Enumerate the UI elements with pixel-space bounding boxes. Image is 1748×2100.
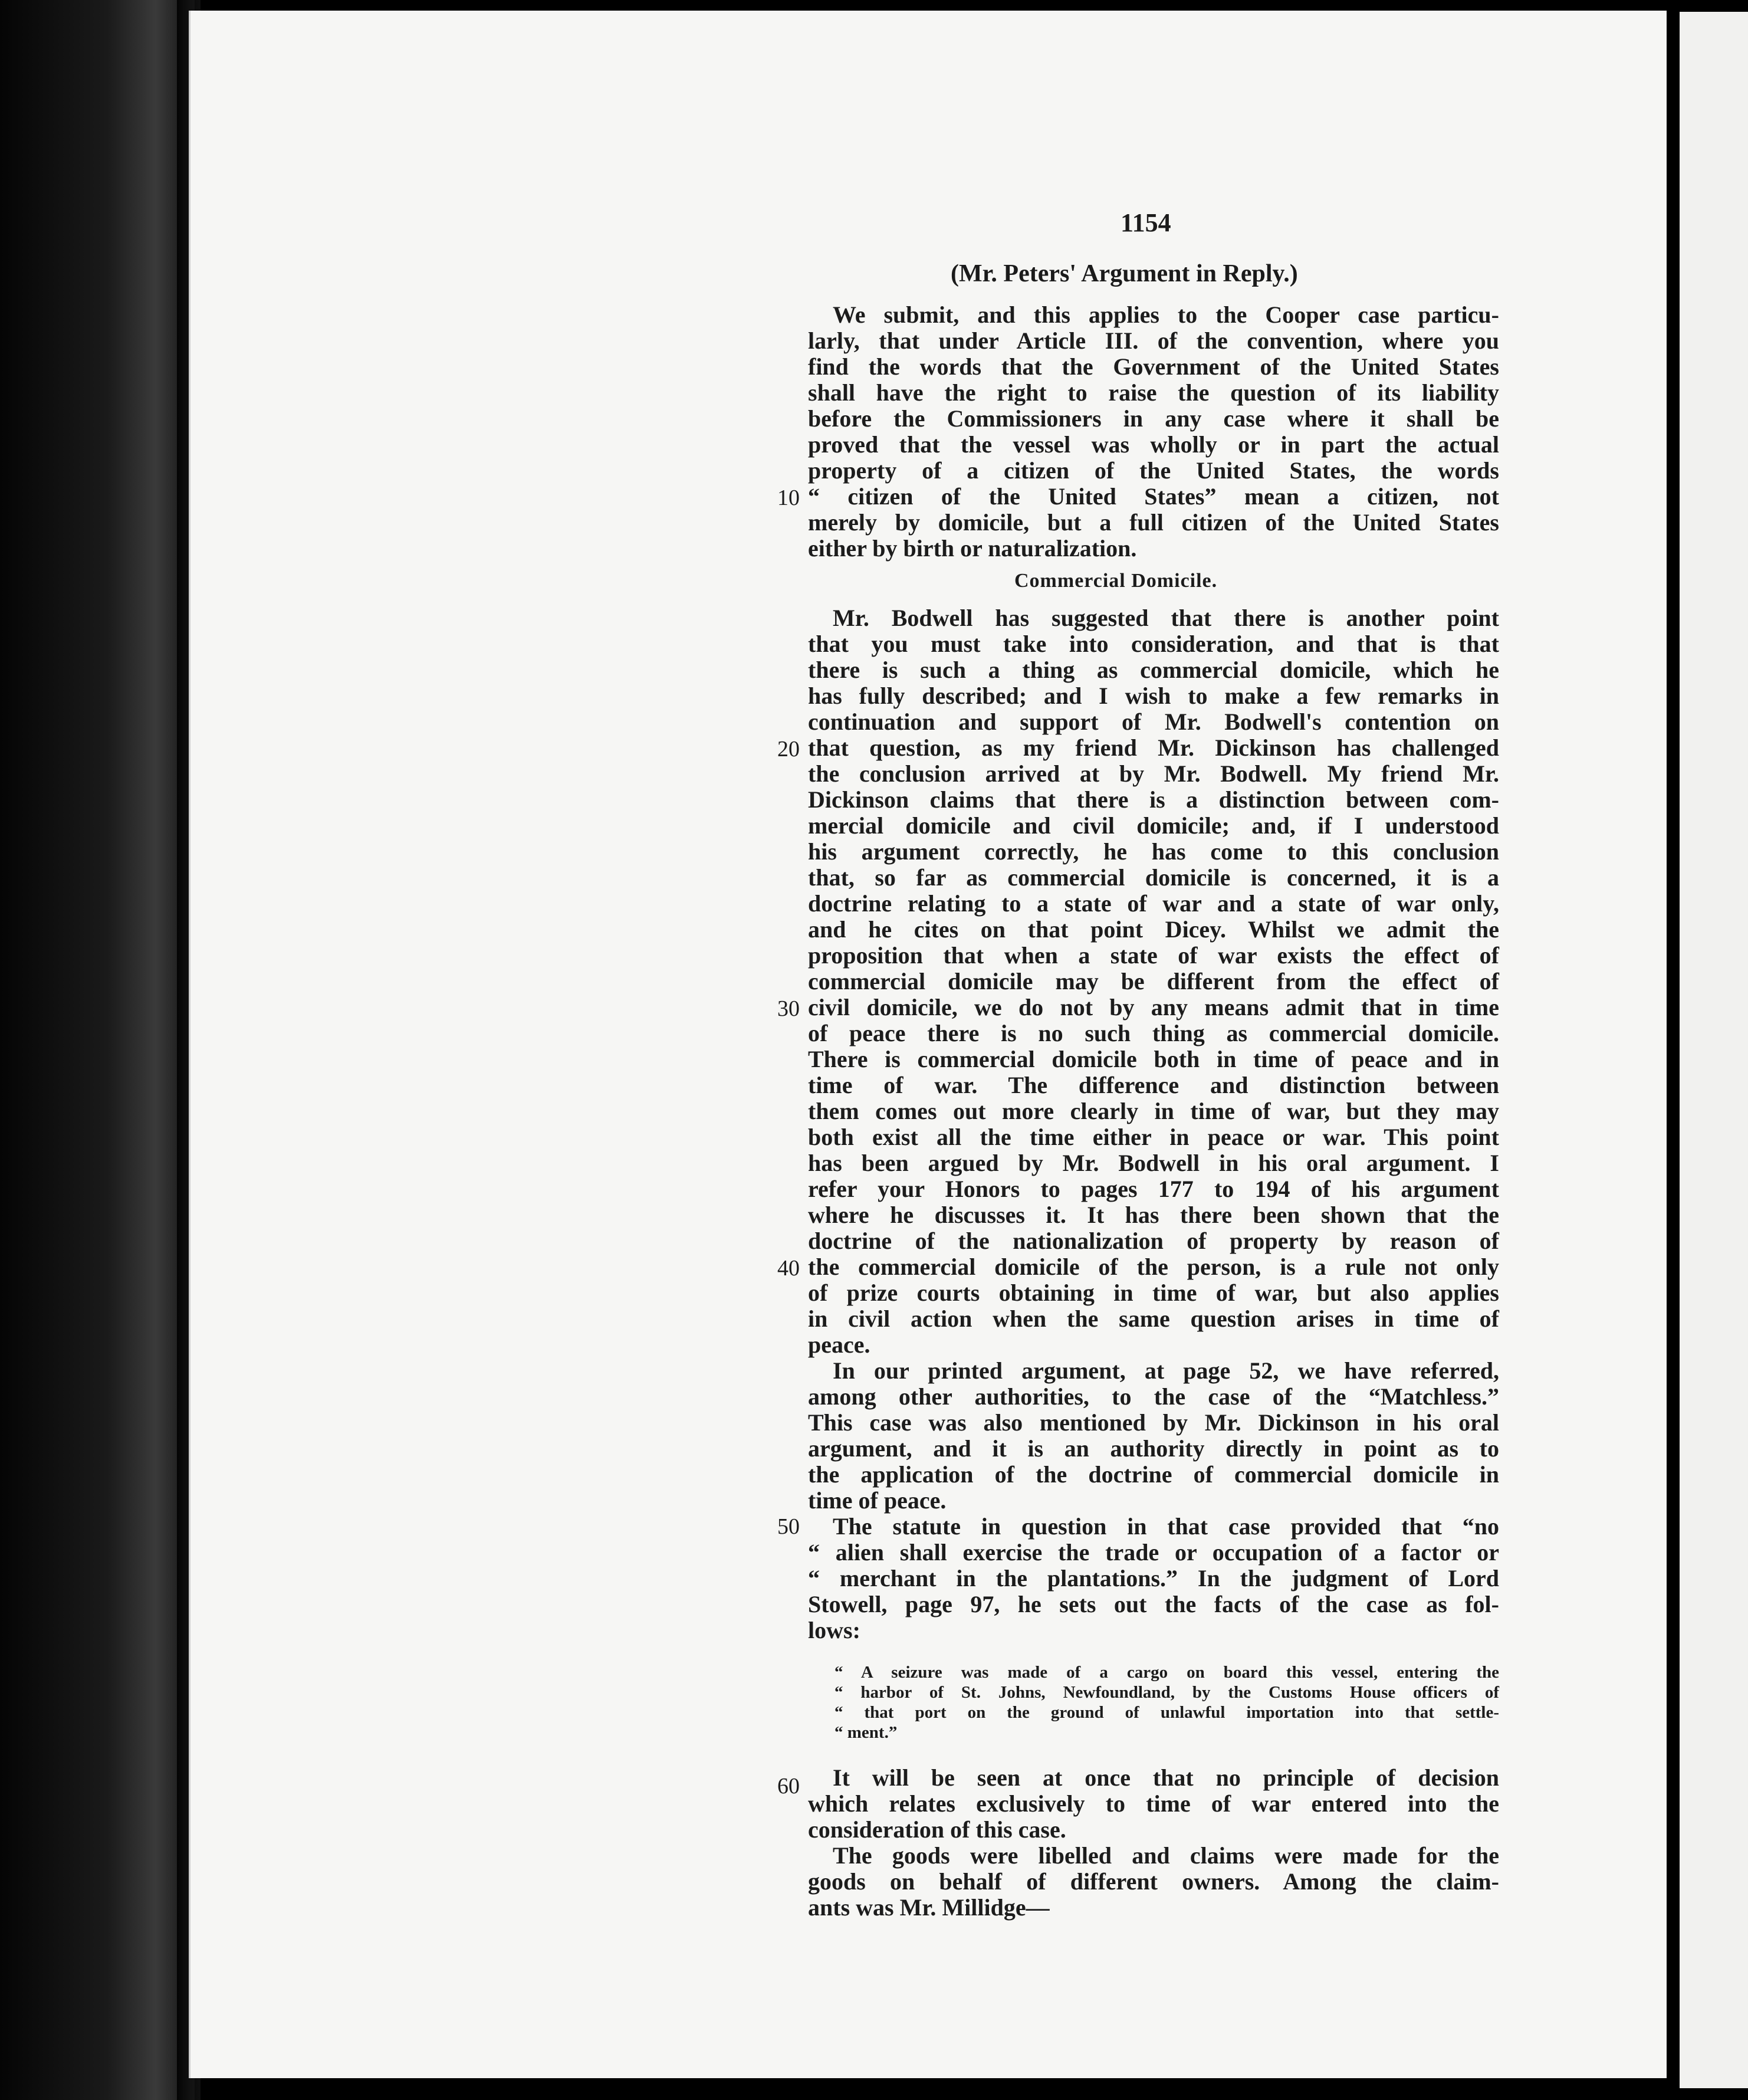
quote-line: “ harbor of St. Johns, Newfoundland, by the Customs House officers of <box>834 1683 1499 1702</box>
line-number: 10 <box>777 485 800 510</box>
text-line: them comes out more clearly in time of war, but they may <box>808 1098 1499 1124</box>
text-line: merely by domicile, but a full citizen of the United States <box>808 509 1499 536</box>
text-line: that question, as my friend Mr. Dickinson has challenged <box>808 734 1499 761</box>
text-line: and he cites on that point Dicey. Whilst we admit the <box>808 916 1499 943</box>
text-line: This case was also mentioned by Mr. Dickinson in his oral <box>808 1409 1499 1436</box>
text-line: before the Commissioners in any case where it shall be <box>808 405 1499 432</box>
text-line: argument, and it is an authority directly in point as to <box>808 1435 1499 1462</box>
text-line: has fully described; and I wish to make a few remarks in <box>808 682 1499 709</box>
text-line: lows: <box>808 1617 860 1643</box>
text-line: proposition that when a state of war exists the effect of <box>808 942 1499 969</box>
text-line: shall have the right to raise the question of its liability <box>808 379 1499 406</box>
text-line: ants was Mr. Millidge— <box>808 1894 1050 1921</box>
text-line: find the words that the Government of the United States <box>808 353 1499 380</box>
text-line: time of war. The difference and distinction between <box>808 1072 1499 1098</box>
text-line: where he discusses it. It has there been shown that the <box>808 1202 1499 1228</box>
text-line: the application of the doctrine of commercial domicile in <box>808 1461 1499 1488</box>
text-line: time of peace. <box>808 1487 947 1514</box>
text-line: consideration of this case. <box>808 1816 1066 1843</box>
text-line: peace. <box>808 1331 870 1358</box>
text-line: “ alien shall exercise the trade or occupation of a factor or <box>808 1539 1499 1566</box>
text-line: We submit, and this applies to the Cooper case particu- <box>833 301 1499 328</box>
line-number: 30 <box>777 996 800 1021</box>
running-head: (Mr. Peters' Argument in Reply.) <box>951 260 1298 287</box>
scan-gap-right <box>1667 0 1680 2100</box>
quote-line: “ ment.” <box>834 1723 898 1742</box>
section-heading: Commercial Domicile. <box>1014 570 1218 592</box>
text-line: There is commercial domicile both in time of peace and in <box>808 1046 1499 1072</box>
text-line: in civil action when the same question arises in time of <box>808 1305 1499 1332</box>
text-line: of prize courts obtaining in time of war, but also applies <box>808 1279 1499 1306</box>
text-line: goods on behalf of different owners. Among the claim- <box>808 1868 1499 1895</box>
text-line: which relates exclusively to time of war entered into the <box>808 1790 1499 1817</box>
text-line: Dickinson claims that there is a distinction between com- <box>808 786 1499 813</box>
text-line: In our printed argument, at page 52, we have referred, <box>833 1357 1499 1384</box>
text-line: “ merchant in the plantations.” In the judgment of Lord <box>808 1565 1499 1592</box>
text-line: both exist all the time either in peace or war. This point <box>808 1124 1499 1150</box>
adjacent-page-edge <box>1680 12 1748 2088</box>
text-line: civil domicile, we do not by any means admit that in time <box>808 994 1499 1021</box>
text-line: It will be seen at once that no principle of decision <box>833 1764 1499 1791</box>
page-number: 1154 <box>1121 208 1171 237</box>
scan-background-left <box>0 0 195 2100</box>
text-line: refer your Honors to pages 177 to 194 of his argument <box>808 1176 1499 1202</box>
text-line: his argument correctly, he has come to this conclusion <box>808 838 1499 865</box>
text-line: mercial domicile and civil domicile; and, if I understood <box>808 812 1499 839</box>
text-line: property of a citizen of the United States, the words <box>808 457 1499 484</box>
text-line: the commercial domicile of the person, is a rule not only <box>808 1254 1499 1280</box>
line-number: 60 <box>777 1774 800 1799</box>
text-line: that, so far as commercial domicile is concerned, it is a <box>808 864 1499 891</box>
text-line: has been argued by Mr. Bodwell in his oral argument. I <box>808 1150 1499 1176</box>
text-line: commercial domicile may be different from the effect of <box>808 968 1499 995</box>
text-line: larly, that under Article III. of the convention, where you <box>808 327 1499 354</box>
text-line: The goods were libelled and claims were made for the <box>833 1842 1499 1869</box>
text-line: the conclusion arrived at by Mr. Bodwell. My friend Mr. <box>808 760 1499 787</box>
text-line: either by birth or naturalization. <box>808 535 1137 562</box>
text-line: of peace there is no such thing as commercial domicile. <box>808 1020 1499 1046</box>
text-line: Mr. Bodwell has suggested that there is another point <box>833 605 1499 631</box>
text-line: there is such a thing as commercial domicile, which he <box>808 657 1499 683</box>
line-number: 50 <box>777 1514 800 1539</box>
text-line: “ citizen of the United States” mean a citizen, not <box>808 483 1499 510</box>
line-number: 40 <box>777 1256 800 1281</box>
text-line: that you must take into consideration, and that is that <box>808 631 1499 657</box>
text-line: proved that the vessel was wholly or in part the actual <box>808 431 1499 458</box>
quote-line: “ A seizure was made of a cargo on board this vessel, entering the <box>834 1663 1499 1682</box>
text-line: continuation and support of Mr. Bodwell's contention on <box>808 708 1499 735</box>
text-line: Stowell, page 97, he sets out the facts of the case as fol- <box>808 1591 1499 1617</box>
text-line: doctrine relating to a state of war and a state of war only, <box>808 890 1499 917</box>
quote-line: “ that port on the ground of unlawful importation into that settle- <box>834 1703 1499 1722</box>
line-number: 20 <box>777 737 800 762</box>
text-line: doctrine of the nationalization of property by reason of <box>808 1228 1499 1254</box>
text-line: among other authorities, to the case of the “Matchless.” <box>808 1383 1499 1410</box>
text-line: The statute in question in that case provided that “no <box>833 1513 1499 1540</box>
